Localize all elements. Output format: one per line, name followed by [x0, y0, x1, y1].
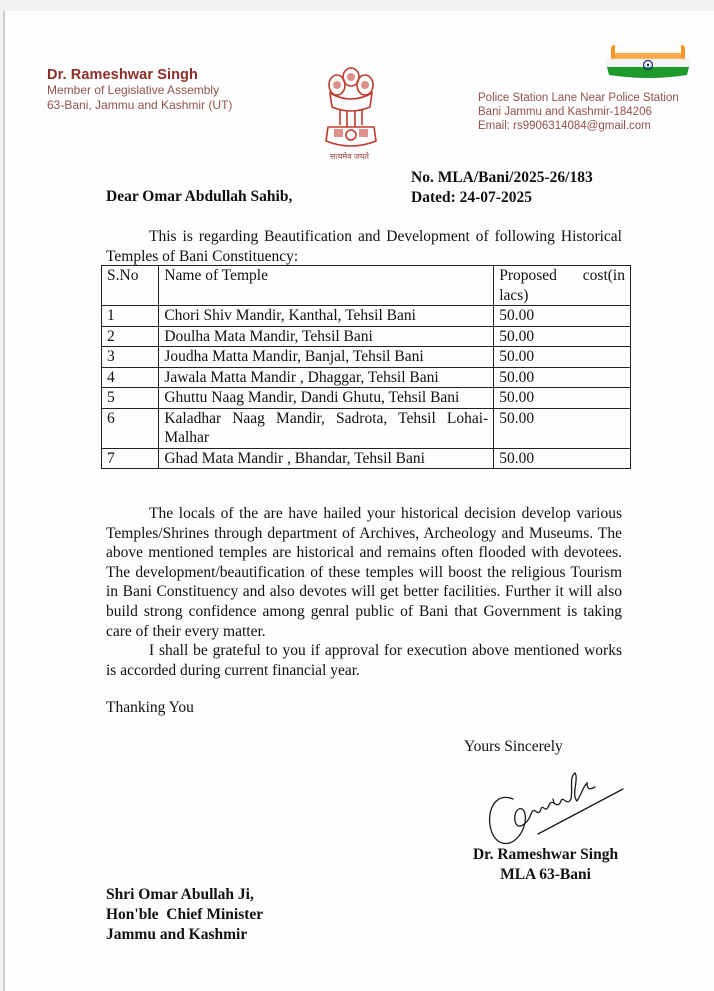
addressee-location: Jammu and Kashmir [106, 926, 248, 943]
row-cost: 50.00 [494, 326, 631, 347]
table-row [102, 326, 631, 347]
table-row [102, 347, 631, 368]
header-proposed-cost [494, 266, 631, 306]
row-cost: 50.00 [494, 306, 631, 327]
addressee-block [106, 885, 263, 945]
table-row [102, 408, 631, 448]
row-temple-name: Kaladhar Naag Mandir, Sadrota, Tehsil Lohai-Malhar [159, 408, 494, 448]
table-row [102, 306, 631, 327]
row-sno: 2 [102, 326, 159, 347]
signatory-title: MLA 63-Bani [500, 865, 591, 883]
header-temple-name: Name of Temple [159, 266, 494, 306]
intro-paragraph: This is regarding Beautification and Development of following Historical Temples of Bani Constituency: [106, 228, 622, 265]
header-sno: S.No [102, 266, 159, 306]
salutation: Dear Omar Abdullah Sahib, [106, 188, 293, 205]
letter-date: Dated: 24-07-2025 [411, 188, 532, 206]
signatory-block [463, 845, 628, 884]
row-cost: 50.00 [494, 367, 631, 388]
closing-line: Yours Sincerely [464, 738, 563, 755]
row-sno: 6 [102, 408, 159, 448]
row-sno: 4 [102, 367, 159, 388]
indian-flag-icon [605, 41, 691, 83]
table-row [102, 367, 631, 388]
letterhead-sender-block [47, 67, 232, 113]
row-cost: 50.00 [494, 347, 631, 368]
row-sno: 5 [102, 388, 159, 409]
temples-table [101, 265, 631, 469]
body-paragraph: The locals of the are have hailed your historical decision develop various Temples/Shrines through department of Archives, Archeology and Museums. The above mentioned temples are historical and remains often flooded with devotees. The development/beautification of these temples will boost the religious Tourism in Bani Constituency and also devotes will get better facilities. Further it will also build strong confidence among genral public of Bani that Government is taking care of their every matter. [106, 505, 622, 640]
letter-page [3, 11, 714, 991]
row-temple-name: Ghad Mata Mandir , Bhandar, Tehsil Bani [159, 448, 494, 469]
row-temple-name: Doulha Mata Mandir, Tehsil Bani [159, 326, 494, 347]
table-header-row [102, 266, 631, 306]
row-temple-name: Joudha Matta Mandir, Banjal, Tehsil Bani [159, 347, 494, 368]
request-paragraph: I shall be grateful to you if approval for execution above mentioned works is accorded during current financial year. [106, 642, 622, 679]
row-temple-name: Chori Shiv Mandir, Kanthal, Tehsil Bani [159, 306, 494, 327]
row-temple-name: Jawala Matta Mandir , Dhaggar, Tehsil Bani [159, 367, 494, 388]
addressee-designation: Hon'ble Chief Minister [106, 906, 264, 923]
national-emblem-icon [320, 63, 382, 161]
emblem-motto: सत्यमेव जयते [330, 152, 369, 161]
table-row [102, 388, 631, 409]
row-cost: 50.00 [494, 388, 631, 409]
row-sno: 3 [102, 347, 159, 368]
email-address: Email: rs9906314084@gmail.com [478, 120, 651, 132]
signature-icon [483, 759, 633, 851]
row-cost: 50.00 [494, 448, 631, 469]
row-cost: 50.00 [494, 408, 631, 448]
address-line-1: Police Station Lane Near Police Station [478, 92, 679, 104]
letterhead-constituency: 63-Bani, Jammu and Kashmir (UT) [47, 98, 233, 112]
address-line-2: Bani Jammu and Kashmir-184206 [478, 106, 652, 118]
header-cost-text: Proposed cost(in lacs) [499, 267, 625, 304]
signatory-name: Dr. Rameshwar Singh [472, 846, 619, 863]
row-temple-name: Ghuttu Naag Mandir, Dandi Ghutu, Tehsil Bani [159, 388, 494, 409]
table-row [102, 448, 631, 469]
row-sno: 7 [102, 448, 159, 469]
reference-number: No. MLA/Bani/2025-26/183 [411, 169, 593, 186]
letterhead-name: Dr. Rameshwar Singh [47, 67, 198, 83]
letterhead-designation: Member of Legislative Assembly [47, 83, 220, 97]
addressee-name: Shri Omar Abullah Ji, [106, 886, 254, 903]
row-sno: 1 [102, 306, 159, 327]
thanking-line: Thanking You [106, 699, 194, 716]
reference-block [411, 168, 593, 207]
letterhead-address-block [478, 91, 679, 133]
